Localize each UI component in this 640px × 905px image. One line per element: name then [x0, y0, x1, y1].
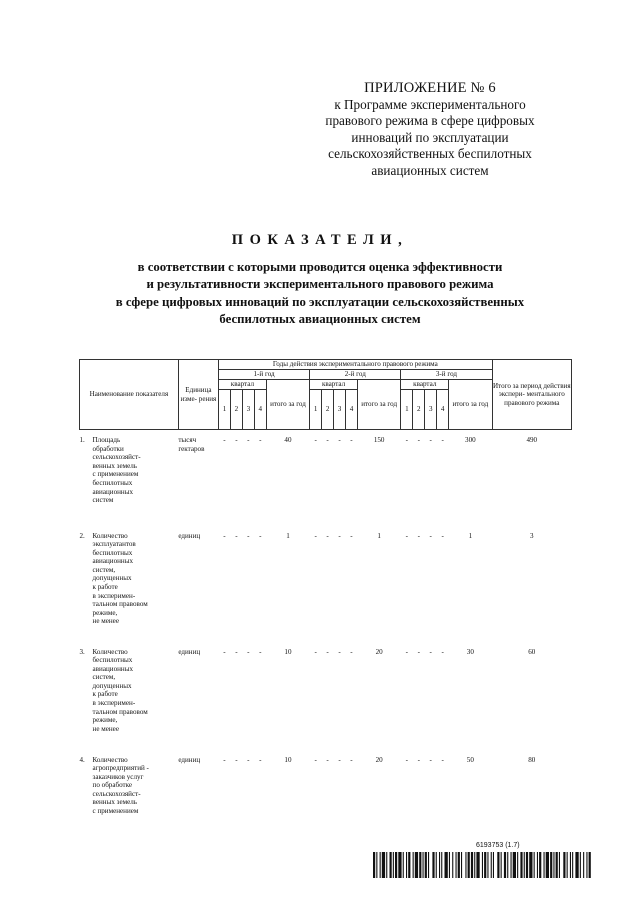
indicator-name-line: в эксперимен- — [92, 591, 136, 600]
quarter-value: - — [441, 755, 444, 764]
unit-of-measure — [178, 642, 218, 750]
barcode-bar — [419, 852, 421, 878]
barcode-bar — [465, 852, 466, 878]
header-year-total: итого за год — [266, 380, 309, 430]
quarter-value: - — [350, 531, 353, 540]
header-year-total: итого за год — [449, 380, 492, 430]
table-header — [80, 360, 572, 430]
year-total-value: 1 — [468, 531, 473, 540]
indicator-name-line: Количество — [92, 755, 128, 764]
header-quarter-num: 3 — [425, 390, 437, 430]
barcode-bar — [395, 852, 397, 878]
grand-total-value: 60 — [528, 647, 536, 656]
barcode-bar — [572, 852, 573, 878]
quarter-value: - — [441, 531, 444, 540]
heading-line: и результативности экспериментального правового режима — [146, 277, 494, 292]
header-quarter-num: 1 — [401, 390, 413, 430]
barcode-bar — [376, 852, 377, 878]
barcode-bar — [524, 852, 525, 878]
quarter-value: - — [223, 531, 226, 540]
quarter-value: - — [338, 436, 341, 444]
year-total-value: 300 — [465, 436, 476, 444]
barcode-bar — [413, 852, 414, 878]
unit-of-measure — [178, 430, 218, 526]
header-quarter-num: 4 — [254, 390, 266, 430]
quarter-value: - — [338, 647, 341, 656]
quarter-value: - — [314, 436, 317, 444]
grand-total-value: 80 — [528, 755, 536, 764]
barcode-bar — [423, 852, 424, 878]
unit-of-measure — [178, 526, 218, 642]
row-number: 4. — [79, 755, 85, 764]
heading-title: ПОКАЗАТЕЛИ, — [231, 232, 409, 248]
quarter-value: - — [247, 531, 250, 540]
quarter-value: - — [417, 647, 420, 656]
indicator-name-line: авиационных — [92, 557, 134, 566]
quarter-value: - — [405, 647, 409, 656]
row-number: 3. — [79, 647, 85, 656]
indicator-name-line: систем, — [92, 565, 116, 574]
quarter-value: - — [338, 755, 341, 764]
barcode-bar — [382, 852, 385, 878]
barcode-bar — [406, 852, 407, 878]
barcode-bar — [563, 852, 565, 878]
table-row — [80, 430, 572, 526]
barcode-bar — [507, 852, 508, 878]
appendix-line: сельскохозяйственных беспилотных — [328, 146, 532, 162]
barcode-bar — [468, 852, 470, 878]
quarter-value: - — [314, 647, 317, 656]
barcode-bar — [449, 852, 450, 878]
year-total-value: 1 — [286, 531, 290, 540]
header-quarter: квартал — [401, 380, 449, 390]
barcode-bar — [441, 852, 442, 878]
unit-line: единиц — [178, 531, 201, 540]
barcode-bar — [567, 852, 568, 878]
indicator-name — [93, 642, 179, 750]
quarter-value: - — [350, 647, 353, 656]
quarter-value: - — [405, 755, 409, 764]
quarter-value: - — [350, 755, 353, 764]
barcode-bar — [575, 852, 578, 878]
barcode-bar — [583, 852, 584, 878]
quarter-value: - — [235, 647, 238, 656]
barcode-bar — [390, 852, 392, 878]
year-total-value: 1 — [377, 531, 381, 540]
barcode-bar — [415, 852, 418, 878]
indicator-name-line: сельскохозяйст- — [92, 789, 141, 798]
barcode-bar — [425, 852, 427, 878]
header-quarter: квартал — [219, 380, 267, 390]
header-indicator-name: Наименование показателя — [80, 360, 179, 430]
barcode-bar — [476, 852, 479, 878]
barcode-bar — [553, 852, 554, 878]
year-total-value: 20 — [375, 755, 383, 764]
indicator-name-line: режиме, — [92, 608, 118, 617]
barcode-bar — [520, 852, 522, 878]
barcode-bar — [570, 852, 571, 878]
quarter-value: - — [223, 647, 226, 656]
quarter-value: - — [338, 531, 341, 540]
header-year-1: 1-й год — [219, 370, 310, 380]
barcode-bar — [526, 852, 528, 878]
appendix-line: правового режима в сфере цифровых — [325, 113, 535, 129]
indicator-name-line: Количество — [92, 531, 128, 540]
indicator-name-line: венных земель — [92, 798, 138, 807]
barcode-bar — [544, 852, 545, 878]
indicator-name-line: Количество — [92, 647, 128, 656]
barcode-bar — [504, 852, 506, 878]
barcode-bar — [501, 852, 502, 878]
barcode-bar — [497, 852, 499, 878]
quarter-value: - — [223, 755, 226, 764]
quarter-value: - — [405, 531, 409, 540]
indicator-name-line: тальном правовом — [92, 707, 148, 716]
header-quarter-num: 2 — [413, 390, 425, 430]
indicator-name-line: не менее — [92, 617, 119, 626]
barcode-bar — [493, 852, 494, 878]
barcode-bar — [484, 852, 486, 878]
appendix-line: инноваций по эксплуатации — [351, 129, 509, 145]
year-total-value: 150 — [373, 436, 385, 444]
heading-line: в соответствии с которыми проводится оценка эффективности — [137, 260, 503, 274]
barcode-bar — [408, 852, 410, 878]
barcode-bar — [432, 852, 434, 878]
quarter-value: - — [259, 436, 262, 444]
header-quarter-num: 3 — [242, 390, 254, 430]
table-row — [80, 526, 572, 642]
year-total-value: 10 — [284, 647, 292, 656]
appendix-title: ПРИЛОЖЕНИЕ № 6 — [364, 80, 496, 96]
indicator-name — [93, 526, 179, 642]
indicator-name-line: по обработке — [92, 781, 133, 790]
quarter-value: - — [350, 436, 353, 444]
indicator-name-line: венных земель — [92, 461, 138, 470]
quarter-value: - — [326, 531, 329, 540]
barcode-bar — [436, 852, 437, 878]
indicator-name-line: обработки — [92, 444, 124, 453]
quarter-value: - — [326, 647, 329, 656]
barcode-bar — [534, 852, 535, 878]
indicator-name-line: режиме, — [92, 716, 118, 725]
quarter-value: - — [326, 755, 329, 764]
indicator-name-line: сельскохозяйст- — [92, 453, 141, 462]
quarter-value: - — [441, 647, 444, 656]
quarter-value: - — [429, 531, 432, 540]
document-code: 6193753 (1.7) — [476, 842, 520, 849]
barcode-bar — [471, 852, 473, 878]
quarter-value: - — [259, 647, 262, 656]
barcode-bar — [398, 852, 401, 878]
indicator-name-line: к работе — [92, 583, 118, 592]
header-quarter-num: 1 — [310, 390, 322, 430]
quarter-value: - — [429, 647, 432, 656]
year-total-value: 30 — [466, 647, 474, 656]
indicator-name-line: заказчиков услуг — [92, 772, 144, 781]
document-heading — [60, 232, 580, 329]
table-body — [80, 430, 572, 840]
indicator-name-line: к работе — [92, 690, 118, 699]
appendix-block — [300, 80, 560, 180]
barcode-bar — [380, 852, 381, 878]
barcode-bar — [487, 852, 488, 878]
quarter-value: - — [259, 755, 262, 764]
barcode-bar — [461, 852, 462, 878]
indicators-table — [79, 359, 572, 840]
indicator-name-line: Площадь — [92, 436, 121, 444]
quarter-value: - — [417, 755, 420, 764]
barcode-bar — [539, 852, 541, 878]
unit-line: единиц — [178, 755, 201, 764]
barcode-bar — [513, 852, 516, 878]
header-quarter-num: 1 — [219, 390, 231, 430]
row-number: 2. — [79, 531, 85, 540]
year-total-value: 20 — [375, 647, 383, 656]
indicator-name — [93, 430, 179, 526]
barcode-bar — [386, 852, 387, 878]
quarter-value: - — [247, 647, 250, 656]
quarter-value: - — [223, 436, 226, 444]
quarter-value: - — [417, 531, 420, 540]
quarter-value: - — [429, 436, 432, 444]
year-total-value: 50 — [466, 755, 474, 764]
quarter-value: - — [235, 531, 238, 540]
barcode-bar — [586, 852, 587, 878]
barcode-bar — [452, 852, 453, 878]
quarter-value: - — [247, 755, 250, 764]
barcode-bar — [393, 852, 394, 878]
barcode-bar — [491, 852, 492, 878]
barcode-bar — [556, 852, 558, 878]
barcode-bar — [537, 852, 538, 878]
quarter-value: - — [235, 755, 238, 764]
indicator-name — [93, 750, 179, 840]
header-year-2: 2-й год — [310, 370, 401, 380]
quarter-value: - — [247, 436, 250, 444]
quarter-value: - — [405, 436, 409, 444]
barcode-bar — [458, 852, 460, 878]
barcode-bar — [474, 852, 475, 878]
unit-line: единиц — [178, 647, 201, 656]
quarter-value: - — [429, 755, 432, 764]
header-quarter-num: 2 — [322, 390, 334, 430]
barcode-bar — [482, 852, 483, 878]
quarter-value: - — [259, 531, 262, 540]
quarter-value: - — [235, 436, 238, 444]
quarter-value: - — [314, 531, 317, 540]
indicator-name-line: систем — [92, 496, 114, 505]
indicator-name-line: не менее — [92, 724, 119, 733]
indicator-name-line: допущенных — [92, 574, 132, 583]
barcode-bar — [517, 852, 518, 878]
row-number: 1. — [79, 436, 85, 444]
header-year-3: 3-й год — [401, 370, 492, 380]
quarter-value: - — [314, 755, 317, 764]
grand-total-value: 490 — [526, 436, 538, 444]
indicator-name-line: с применением — [92, 807, 139, 816]
appendix-line: к Программе экспериментального — [334, 96, 526, 112]
table-row — [80, 642, 572, 750]
unit-line: гектаров — [178, 444, 205, 453]
indicator-name-line: тальном правовом — [92, 600, 148, 609]
indicator-name-line: беспилотных — [92, 478, 133, 487]
header-quarter-num: 3 — [334, 390, 346, 430]
year-total-value: 40 — [284, 436, 292, 444]
barcode-bar — [428, 852, 429, 878]
barcode-bar — [456, 852, 457, 878]
barcode-bar — [529, 852, 532, 878]
indicator-name-line: с применением — [92, 470, 139, 479]
appendix-line: авиационных систем — [371, 162, 489, 178]
barcode-bar — [373, 852, 375, 878]
quarter-value: - — [326, 436, 329, 444]
header-quarter-num: 4 — [346, 390, 358, 430]
barcode-bar — [445, 852, 448, 878]
grand-total-value: 3 — [530, 531, 534, 540]
header-years-title: Годы действия экспериментального правового режима — [219, 360, 493, 370]
header-quarter-num: 4 — [437, 390, 449, 430]
indicator-name-line: в эксперимен- — [92, 699, 136, 708]
header-quarter: квартал — [310, 380, 358, 390]
table-row — [80, 750, 572, 840]
quarter-value: - — [441, 436, 444, 444]
indicator-name-line: допущенных — [92, 681, 132, 690]
header-unit: Единица изме- рения — [178, 360, 218, 430]
barcode-bar — [559, 852, 560, 878]
indicator-name-line: авиационных — [92, 487, 134, 496]
year-total-value: 10 — [284, 755, 292, 764]
unit-line: тысяч — [178, 436, 197, 444]
indicator-name-line: систем, — [92, 673, 116, 682]
header-grand-total: Итого за период действия экспери- ментального правового режима — [492, 360, 571, 430]
barcode-bar — [403, 852, 404, 878]
barcode-icon — [373, 852, 593, 878]
barcode-bar — [546, 852, 549, 878]
barcode-bar — [511, 852, 512, 878]
barcode-bar — [550, 852, 552, 878]
quarter-value: - — [417, 436, 420, 444]
indicator-name-line: беспилотных — [92, 656, 133, 665]
indicator-name-line: авиационных — [92, 664, 134, 673]
indicator-name-line: беспилотных — [92, 548, 133, 557]
indicator-name-line: агропредприятий - — [92, 764, 149, 773]
heading-line: в сфере цифровых инноваций по эксплуатации сельскохозяйственных — [115, 294, 525, 309]
indicator-name-line: эксплуатантов — [92, 540, 136, 549]
header-quarter-num: 2 — [230, 390, 242, 430]
barcode-bar — [589, 852, 591, 878]
barcode-bar — [580, 852, 581, 878]
barcode-bar — [439, 852, 440, 878]
header-year-total: итого за год — [357, 380, 400, 430]
heading-line: беспилотных авиационных систем — [219, 312, 421, 327]
unit-of-measure — [178, 750, 218, 840]
